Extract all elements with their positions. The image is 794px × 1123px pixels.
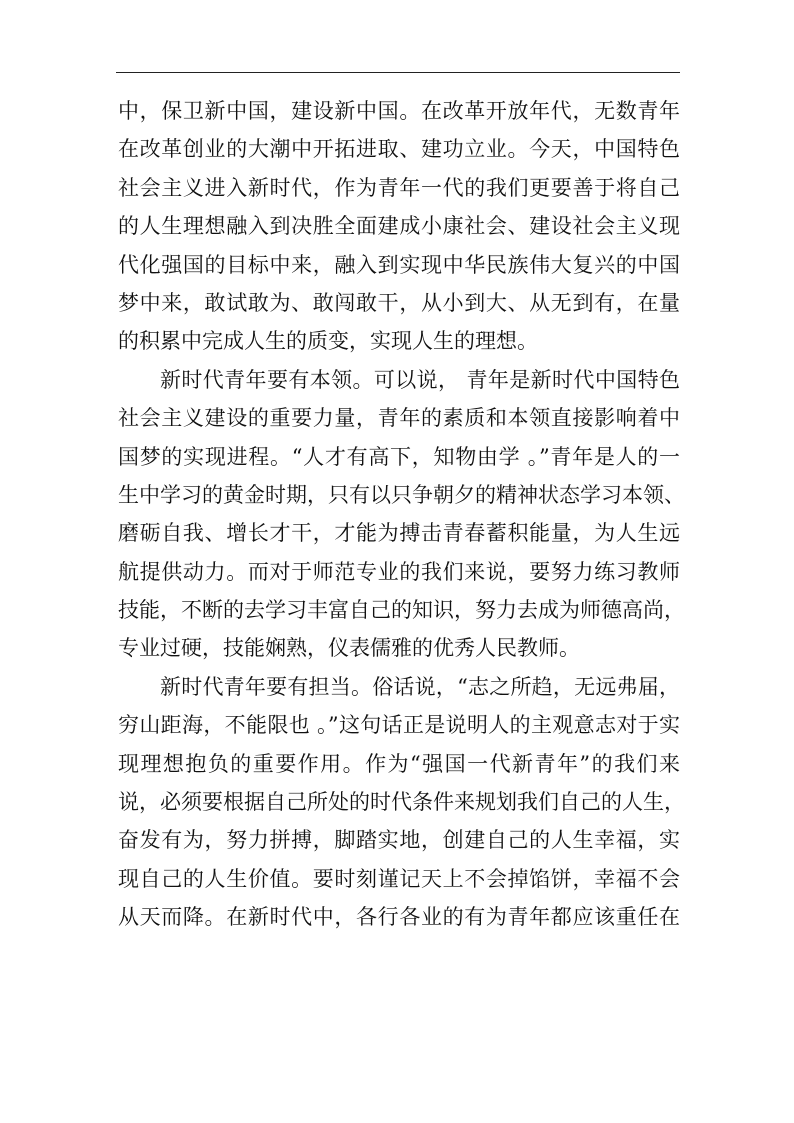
text-line: 国梦的实现进程。“人才有高下，知物由学 。”青年是人的一 (118, 444, 680, 469)
text-line: 技能，不断的去学习丰富自己的知识，努力去成为师德高尚， (118, 598, 685, 623)
text-line: 说，必须要根据自己所处的时代条件来规划我们自己的人生， (118, 790, 685, 815)
text-line: 航提供动力。而对于师范专业的我们来说，要努力练习教师 (118, 559, 680, 584)
text-line: 现自己的人生价值。要时刻谨记天上不会掉馅饼，幸福不会 (118, 866, 680, 891)
text-line: 中，保卫新中国，建设新中国。在改革开放年代，无数青年 (118, 99, 680, 123)
text-line: 的积累中完成人生的质变，实现人生的理想。 (118, 329, 538, 354)
header-rule (116, 72, 680, 73)
page-body (118, 92, 685, 937)
text-line: 生中学习的黄金时期，只有以只争朝夕的精神状态学习本领、 (118, 482, 685, 507)
paragraph-3 (118, 668, 685, 937)
text-line: 社会主义进入新时代，作为青年一代的我们更要善于将自己 (118, 175, 680, 200)
text-line: 梦中来，敢试敢为、敢闯敢干，从小到大、从无到有，在量 (118, 290, 680, 315)
text-line: 社会主义建设的重要力量，青年的素质和本领直接影响着中 (118, 406, 680, 431)
paragraph-2 (118, 361, 685, 668)
text-line: 新时代青年要有本领。可以说， 青年是新时代中国特色 (160, 367, 680, 392)
text-line: 现理想抱负的重要作用。作为“强国一代新青年”的我们来 (118, 751, 680, 776)
text-line: 磨砺自我、增长才干，才能为搏击青春蓄积能量，为人生远 (118, 521, 680, 546)
text-line: 穷山距海，不能限也 。”这句话正是说明人的主观意志对于实 (118, 713, 680, 738)
text-line: 新时代青年要有担当。俗话说，“志之所趋，无远弗届， (160, 674, 680, 699)
text-line: 专业过硬，技能娴熟，仪表儒雅的优秀人民教师。 (118, 636, 580, 661)
text-line: 从天而降。在新时代中，各行各业的有为青年都应该重任在 (118, 905, 680, 930)
paragraph-1 (118, 92, 680, 361)
text-line: 在改革创业的大潮中开拓进取、建功立业。今天，中国特色 (118, 137, 680, 162)
text-line: 奋发有为，努力拼搏，脚踏实地，创建自己的人生幸福，实 (118, 828, 680, 853)
text-line: 的人生理想融入到决胜全面建成小康社会、建设社会主义现 (118, 214, 680, 239)
text-line: 代化强国的目标中来，融入到实现中华民族伟大复兴的中国 (118, 252, 680, 277)
